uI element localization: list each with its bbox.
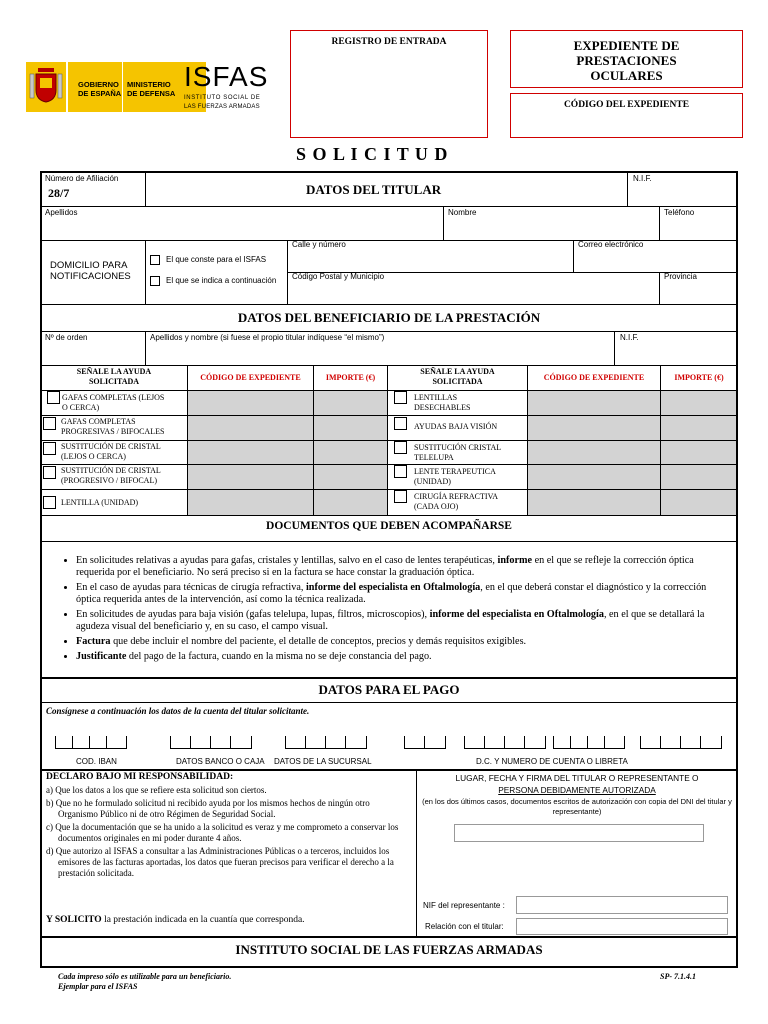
cuenta-boxes-1[interactable] — [464, 736, 544, 751]
checkbox-icon[interactable] — [43, 466, 56, 479]
ayuda-header-left — [41, 367, 187, 387]
pago-heading: DATOS PARA EL PAGO — [318, 682, 460, 697]
declaro-heading: DECLARO BAJO MI RESPONSABILIDAD: — [46, 772, 234, 782]
checkbox-icon[interactable] — [43, 442, 56, 455]
footer-note-1: Cada impreso sólo es utilizable para un beneficiario. — [58, 972, 232, 981]
solicito-text — [46, 915, 305, 925]
nif-rep-input[interactable] — [516, 896, 728, 914]
doc-text: En solicitudes relativas a ayudas para gafas, cristales y lentillas, salvo en el caso de lentes terapéuticas, — [76, 555, 498, 566]
ayuda-label-l1: LENTE TERAPEUTICA — [414, 467, 496, 476]
orden-label[interactable]: Nº de orden — [45, 333, 88, 342]
ayuda-label-l1: SUSTITUCIÓN CRISTAL — [414, 443, 502, 452]
ayuda-sustitucion-lejos — [61, 442, 161, 462]
doc-bold: Factura — [76, 636, 111, 647]
ayuda-label-l1: CIRUGÍA REFRACTIVA — [414, 492, 499, 501]
ayuda-header-right — [388, 367, 527, 387]
provincia-label[interactable]: Provincia — [664, 272, 697, 281]
importe-header-right: IMPORTE (€) — [674, 373, 724, 382]
page-title: S O L I C I T U D — [296, 144, 449, 164]
doc-item — [76, 555, 730, 579]
codigo-expediente-label: CÓDIGO DEL EXPEDIENTE — [563, 100, 690, 110]
ayuda-gafas-completas — [62, 393, 164, 413]
checkbox-icon[interactable] — [394, 441, 407, 454]
isfas-logo — [182, 61, 269, 112]
footer-note — [58, 972, 231, 992]
sucursal-label: DATOS DE LA SUCURSAL — [274, 757, 372, 766]
doc-text: que debe incluir el nombre del paciente, el detalle de conceptos, precios y demás requisitos exigibles. — [110, 636, 527, 647]
ayuda-sustitucion-progresivo — [61, 466, 161, 486]
nombre-label[interactable]: Nombre — [448, 208, 477, 217]
nif-rep-label: NIF del representante : — [423, 901, 505, 910]
ayuda-lentillas-desechables — [414, 393, 470, 413]
checkbox-icon[interactable] — [43, 496, 56, 509]
titular-heading: DATOS DEL TITULAR — [306, 182, 442, 197]
cuenta-boxes-3[interactable] — [640, 736, 720, 751]
declaro-item-c: c) Que la documentación que se ha unido a la solicitud es veraz y me comprometo a conservar los documentos originales en mi poder durante 4 años. — [46, 822, 399, 843]
opt-isfas-label: El que conste para el ISFAS — [166, 255, 267, 265]
expediente-box — [510, 30, 743, 88]
declaro-item-a: a) Que los datos a los que se refiere esta solicitud son ciertos. — [46, 785, 267, 795]
registro-entrada-box[interactable] — [290, 30, 488, 138]
opt-isfas[interactable] — [150, 255, 266, 265]
doc-bold: informe — [497, 555, 533, 566]
expediente-title — [511, 38, 742, 83]
ayuda-label-l2: PROGRESIVAS / BIFOCALES — [61, 427, 165, 436]
importe-header-left: IMPORTE (€) — [325, 373, 376, 382]
doc-text: , en el que deberá constar el diagnóstico y la corrección óptica requerida antes de la intervención, así como la técnica realizada. — [76, 582, 707, 605]
ayuda-label-l2: TELELUPA — [414, 453, 454, 462]
pago-consignese: Consígnese a continuación los datos de la cuenta del titular solicitante. — [46, 706, 310, 716]
firma-line-2: PERSONA DEBIDAMENTE AUTORIZADA — [498, 785, 656, 795]
afiliacion-label: Número de Afiliación — [45, 174, 119, 183]
firma-box[interactable] — [454, 824, 704, 842]
correo-label[interactable]: Correo electrónico — [578, 240, 644, 249]
checkbox-icon[interactable] — [150, 276, 160, 286]
firma-block — [420, 773, 734, 817]
expediente-line-3: OCULARES — [590, 68, 663, 83]
apellidos-label[interactable]: Apellidos — [45, 208, 78, 217]
ayuda-label-l1: SUSTITUCIÓN DE CRISTAL — [61, 466, 161, 475]
doc-text: En solicitudes de ayudas para baja visión (gafas telelupa, lupas, filtros, microscopios), — [76, 609, 430, 620]
isfas-sub-2: LAS FUERZAS ARMADAS — [184, 104, 260, 110]
relacion-input[interactable] — [516, 918, 728, 935]
codigo-header-right: CÓDIGO DE EXPEDIENTE — [543, 373, 645, 382]
footer-note-2: Ejemplar para el ISFAS — [58, 982, 138, 991]
solicito-rest: la prestación indicada en la cuantía que corresponda. — [101, 915, 305, 925]
banco-label: DATOS BANCO O CAJA — [176, 757, 265, 766]
doc-item — [76, 609, 730, 633]
doc-item — [76, 651, 730, 663]
ayuda-label-l2: (UNIDAD) — [414, 477, 451, 486]
opt-continuacion-label: El que se indica a continuación — [166, 276, 277, 286]
ayuda-cristal-telelupa — [414, 443, 501, 463]
ayuda-lente-terapeutica — [414, 467, 496, 487]
doc-bold: Justificante — [76, 651, 127, 662]
cp-label[interactable]: Código Postal y Municipio — [292, 272, 385, 281]
checkbox-icon[interactable] — [394, 465, 407, 478]
relacion-label: Relación con el titular: — [425, 922, 504, 931]
checkbox-icon[interactable] — [43, 417, 56, 430]
ayuda-label-l2: DESECHABLES — [414, 403, 471, 412]
footer-instituto: INSTITUTO SOCIAL DE LAS FUERZAS ARMADAS — [235, 942, 543, 957]
ayuda-label-l1: GAFAS COMPLETAS (LEJOS — [62, 393, 165, 402]
codigo-header-left: CÓDIGO DE EXPEDIENTE — [200, 373, 301, 382]
ayuda-cirugia-refractiva — [414, 492, 498, 512]
doc-text: del pago de la factura, cuando en la misma no se deje constancia del pago. — [126, 651, 432, 662]
ayuda-label-l2: (CADA OJO) — [414, 502, 459, 511]
ayuda-label-l1: SUSTITUCIÓN DE CRISTAL — [61, 442, 161, 451]
codigo-expediente-box[interactable] — [510, 93, 743, 138]
beneficiario-nif-label[interactable]: N.I.F. — [620, 333, 639, 342]
ayuda-label-l2: (PROGRESIVO / BIFOCAL) — [61, 476, 158, 485]
doc-bold: informe del especialista en Oftalmología — [429, 609, 604, 620]
gov-label: GOBIERNO DE ESPAÑA — [78, 80, 122, 98]
ayuda-label-l2: (LEJOS O CERCA) — [61, 452, 126, 461]
dc-label: D.C. Y NUMERO DE CUENTA O LIBRETA — [476, 757, 628, 766]
ayuda-baja-vision — [414, 422, 497, 432]
solicito-bold: Y SOLICITO — [46, 915, 102, 925]
beneficiario-heading: DATOS DEL BENEFICIARIO DE LA PRESTACIÓN — [237, 310, 541, 325]
ayuda-label-l1: AYUDAS BAJA VISIÓN — [414, 422, 498, 431]
documentos-heading: DOCUMENTOS QUE DEBEN ACOMPAÑARSE — [266, 520, 512, 532]
ayuda-header-r1: SEÑALE LA AYUDA — [420, 367, 495, 376]
doc-text: , en el que se detallará la agudeza visual del beneficiario y, en su caso, el campo visual. — [76, 609, 705, 632]
opt-continuacion[interactable] — [150, 276, 276, 286]
expediente-line-1: EXPEDIENTE DE — [573, 38, 680, 53]
isfas-sub-1: INSTITUTO SOCIAL DE — [184, 95, 261, 101]
registro-label: REGISTRO DE ENTRADA — [331, 37, 447, 47]
doc-bold: informe del especialista en Oftalmología — [305, 582, 481, 593]
ayuda-label-l1: GAFAS COMPLETAS — [61, 417, 136, 426]
firma-line-3: (en los dos últimos casos, documentos escritos de autorización con copia del DNI del titular y representante) — [422, 797, 732, 816]
ayuda-header-l1: SEÑALE LA AYUDA — [76, 367, 152, 376]
doc-text: en el que se refleje la corrección óptica requerida por el beneficiario. No será preciso si en la factura se hace constar la graduación óptica. — [76, 555, 694, 578]
checkbox-icon[interactable] — [47, 391, 60, 404]
doc-item — [76, 582, 730, 606]
iban-boxes[interactable] — [55, 736, 125, 751]
ayuda-header-r2: SOLICITADA — [432, 377, 483, 386]
calle-label[interactable]: Calle y número — [292, 240, 346, 249]
checkbox-icon[interactable] — [150, 255, 160, 265]
doc-item — [76, 636, 730, 648]
ayuda-label-l1: LENTILLA (UNIDAD) — [61, 498, 139, 507]
checkbox-icon[interactable] — [394, 391, 407, 404]
checkbox-icon[interactable] — [394, 417, 407, 430]
logo-block — [26, 61, 269, 114]
ayuda-lentilla — [61, 498, 138, 508]
min-label: MINISTERIO DE DEFENSA — [127, 80, 176, 98]
nif-label: N.I.F. — [633, 174, 652, 183]
telefono-label[interactable]: Teléfono — [664, 208, 695, 217]
iban-label: COD. IBAN — [76, 757, 117, 766]
footer-code: SP- 7.1.4.1 — [660, 972, 696, 981]
firma-line-1: LUGAR, FECHA Y FIRMA DEL TITULAR O REPRESENTANTE O — [455, 773, 699, 783]
beneficiario-apellidos-label[interactable]: Apellidos y nombre (si fuese el propio titular indíquese “el mismo”) — [150, 333, 385, 342]
sucursal-boxes[interactable] — [285, 736, 365, 751]
expediente-line-2: PRESTACIONES — [576, 53, 677, 68]
checkbox-icon[interactable] — [394, 490, 407, 503]
domicilio-line-2: NOTIFICACIONES — [50, 271, 131, 282]
documentos-list — [44, 555, 730, 666]
afiliacion-value[interactable]: 28/7 — [48, 186, 70, 200]
cuenta-boxes-2[interactable] — [553, 736, 623, 751]
ayuda-header-l2: SOLICITADA — [88, 377, 140, 386]
coat-of-arms-icon — [26, 62, 66, 112]
domicilio-label — [50, 260, 131, 282]
ayuda-label-l2: O CERCA) — [62, 403, 100, 412]
dc-boxes[interactable] — [404, 736, 444, 751]
domicilio-line-1: DOMICILIO PARA — [50, 260, 128, 271]
isfas-wordmark: ISFAS — [184, 61, 269, 92]
banco-boxes[interactable] — [170, 736, 250, 751]
declaro-item-b: b) Que no he formulado solicitud ni recibido ayuda por los mismos hechos de ningún otro Organismo Público ni de otro Régimen de Seguridad Social. — [46, 798, 370, 819]
declaro-item-d: d) Que autorizo al ISFAS a consultar a las Administraciones Públicas o a terceros, incluidos los emisores de las facturas aportadas, los datos que fueran precisos para verificar el derecho a la prestación solicitada. — [46, 846, 394, 878]
doc-text: En el caso de ayudas para técnicas de cirugía refractiva, — [76, 582, 306, 593]
ayuda-gafas-progresivas — [61, 417, 164, 437]
declaro-list — [46, 785, 410, 881]
ayuda-label-l1: LENTILLAS — [414, 393, 458, 402]
